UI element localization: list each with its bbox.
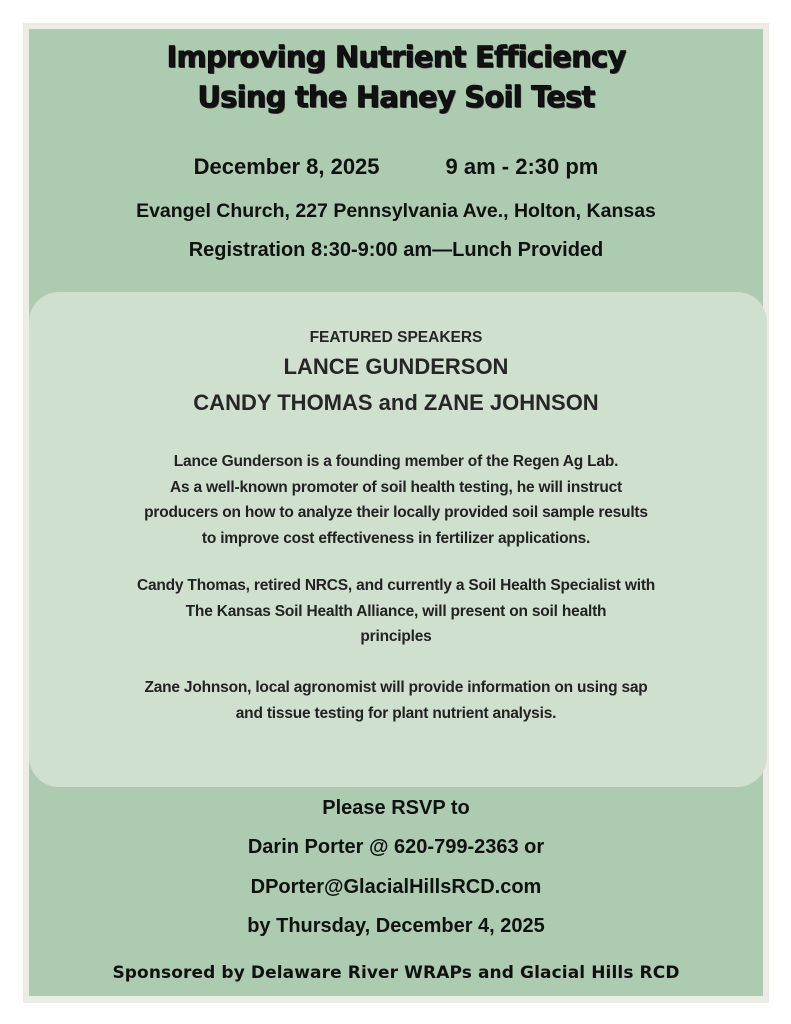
bio-line: principles [360,628,432,645]
rsvp-heading: Please RSVP to [322,797,470,819]
speaker-bio-lance-gunderson [29,449,763,551]
featured-speakers-panel [29,292,767,787]
bio-line: Zane Johnson, local agronomist will provide information on using sap [144,679,648,696]
event-date-time [29,154,763,180]
bio-line: As a well-known promoter of soil health testing, he will instruct [169,478,623,496]
bio-line: Lance Gunderson is a founding member of the Regen Ag Lab. [173,453,619,470]
event-date: December 8, 2025 [193,154,380,179]
speaker-names-line-1: LANCE GUNDERSON [283,354,509,379]
bio-line: The Kansas Soil Health Alliance, will present on soil health [185,602,607,620]
rsvp-deadline: by Thursday, December 4, 2025 [247,915,545,937]
bio-line: to improve cost effectiveness in fertilizer applications. [201,529,591,547]
bio-line: Candy Thomas, retired NRCS, and currently a Soil Health Specialist with [136,577,656,594]
rsvp-email: DPorter@GlacialHillsRCD.com [250,876,542,898]
event-venue: Evangel Church, 227 Pennsylvania Ave., Holton, Kansas [136,200,656,222]
rsvp-contact-phone: Darin Porter @ 620-799-2363 or [247,836,545,858]
event-registration: Registration 8:30-9:00 am—Lunch Provided [188,239,604,261]
event-time: 9 am - 2:30 pm [445,154,599,179]
bio-line: and tissue testing for plant nutrient analysis. [235,704,557,722]
flyer [29,29,763,996]
speaker-bio-zane-johnson [29,675,763,726]
speaker-names-line-2: CANDY THOMAS and ZANE JOHNSON [193,390,599,415]
flyer-title [29,37,763,117]
title-line-2: Using the Haney Soil Test [197,80,595,114]
featured-speakers-label: FEATURED SPEAKERS [309,329,483,346]
title-line-1: Improving Nutrient Efficiency [166,40,626,74]
speaker-bio-candy-thomas [29,573,763,650]
sponsor-line: Sponsored by Delaware River WRAPs and Glacial Hills RCD [112,963,680,983]
bio-line: producers on how to analyze their locally provided soil sample results [144,504,648,521]
